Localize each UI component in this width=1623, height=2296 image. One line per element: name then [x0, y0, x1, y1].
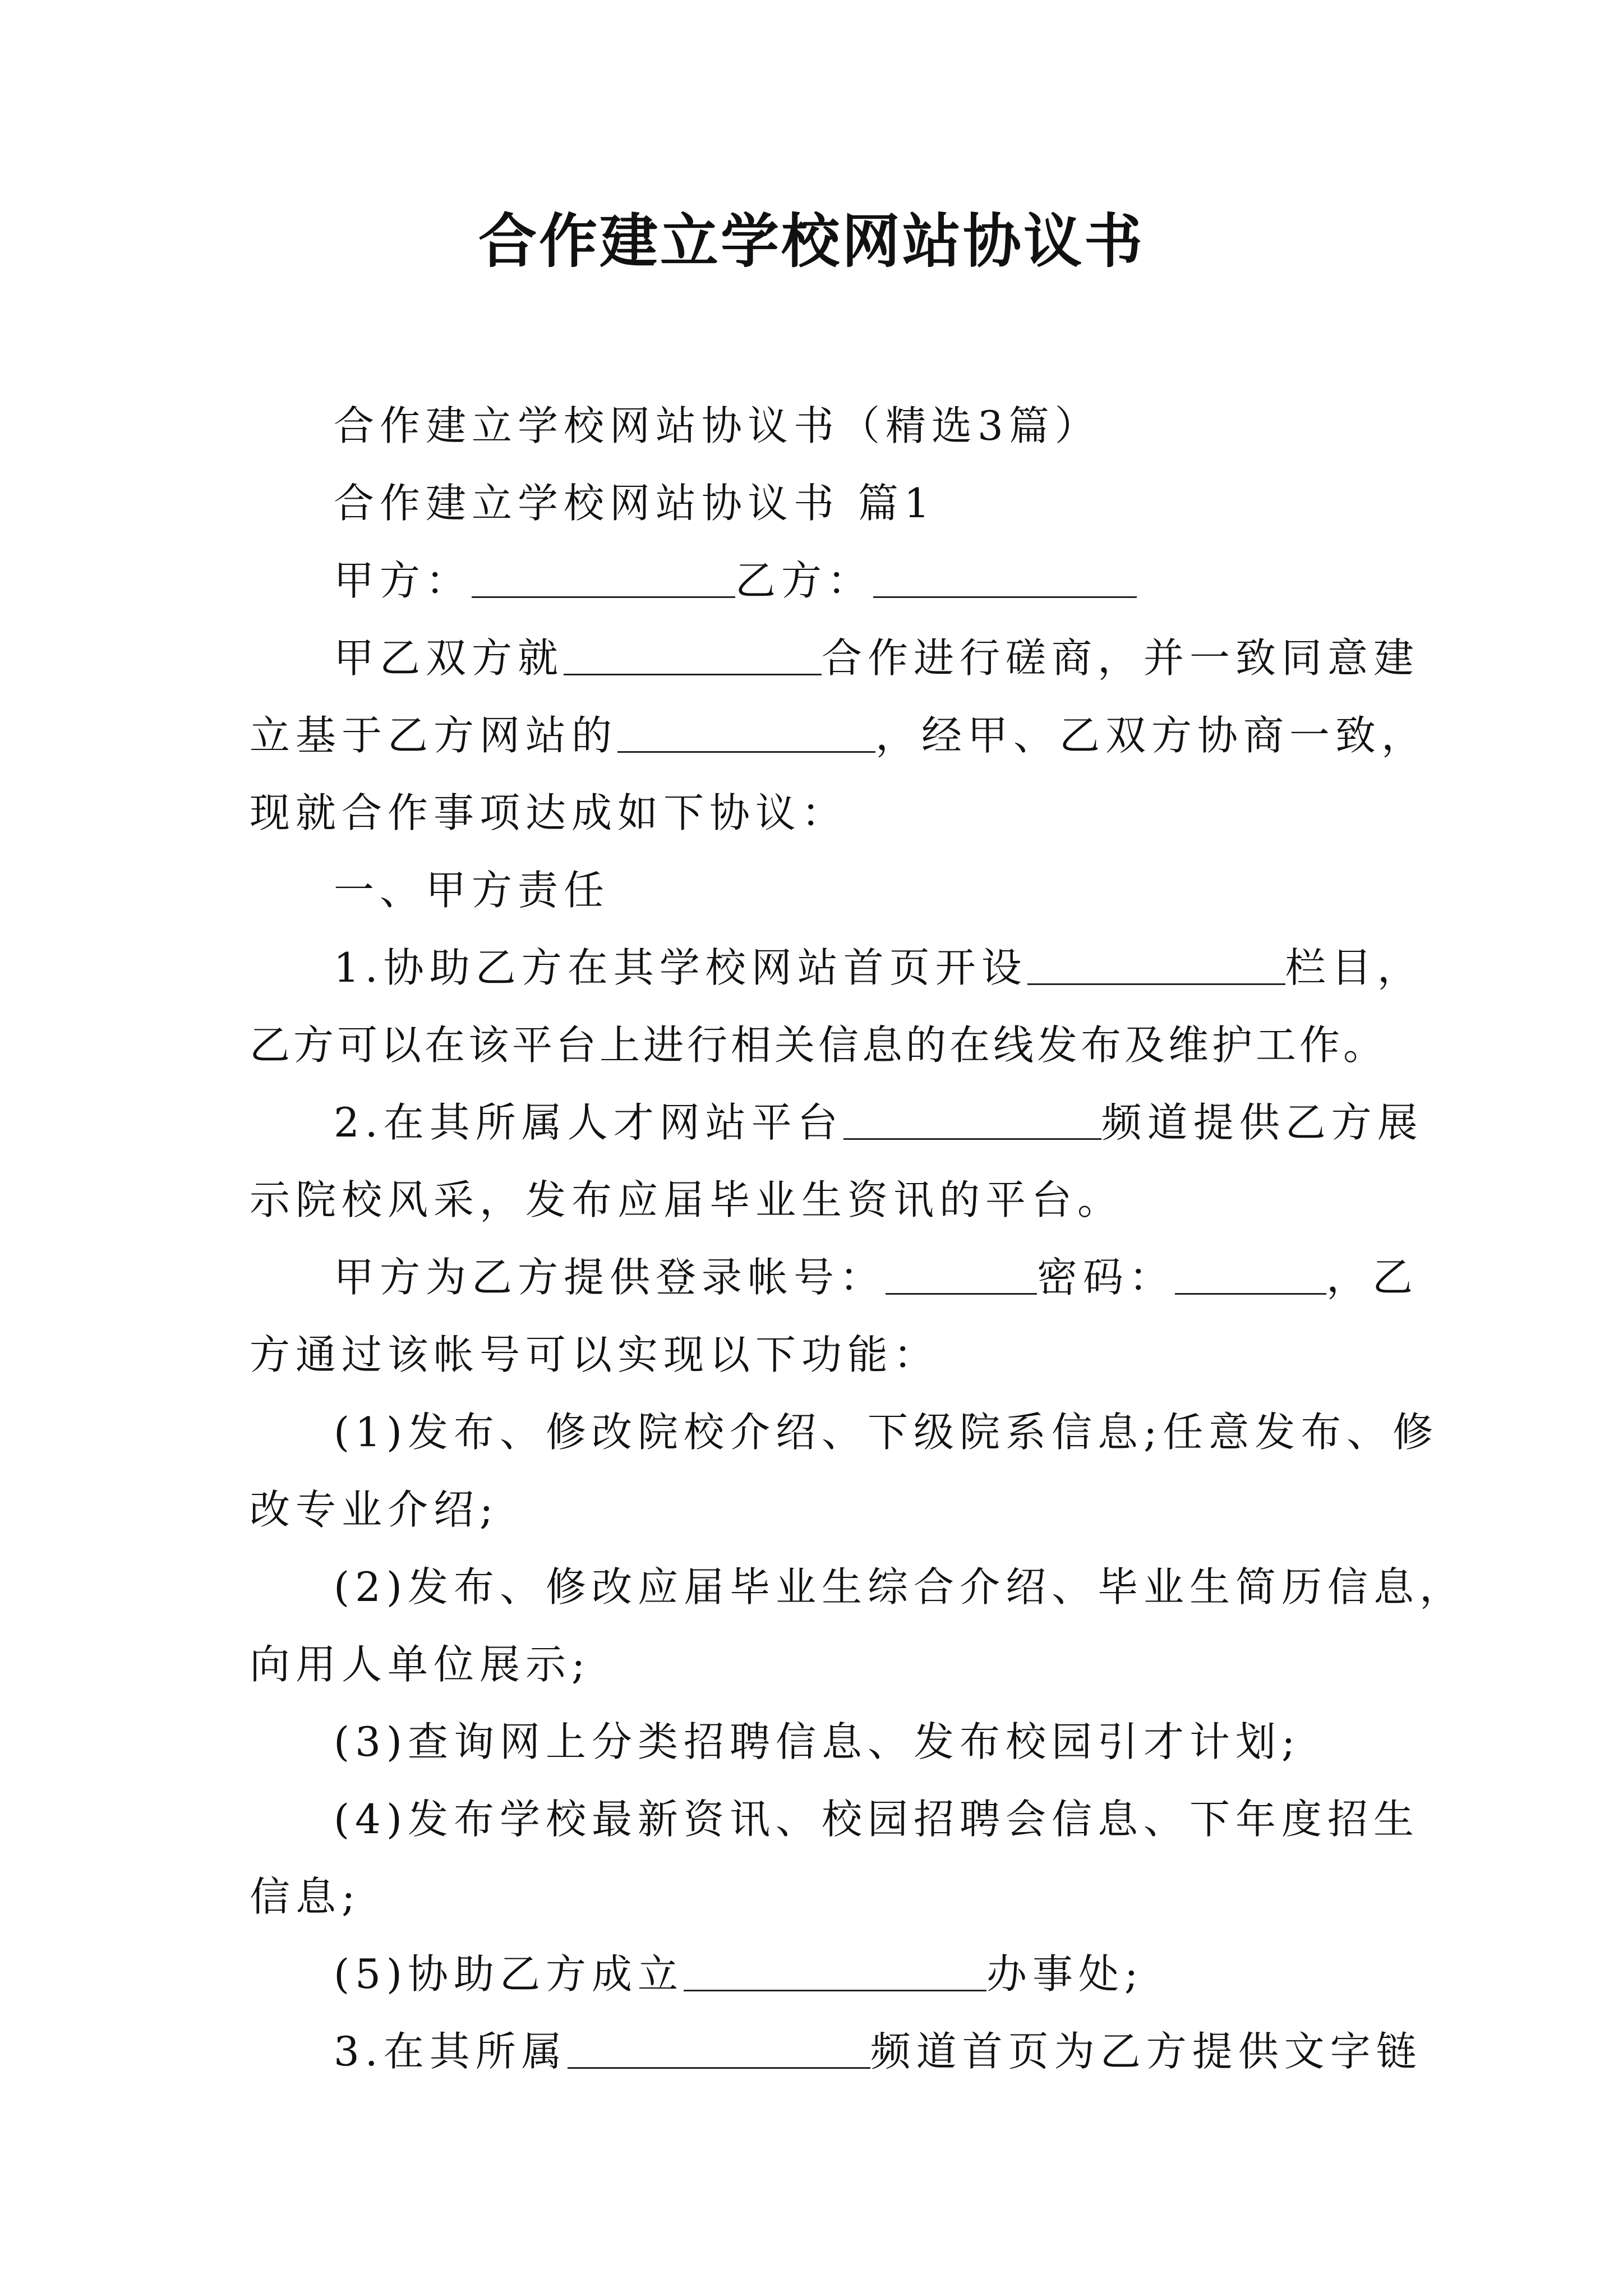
function2-line2: 向用人单位展示; — [250, 1641, 591, 1688]
item2-line2: 示院校风采，发布应届毕业生资讯的平台。 — [250, 1176, 1124, 1223]
parties-line — [250, 542, 1405, 619]
party-b-label: 乙方： — [735, 557, 874, 604]
subtitle: 合作建立学校网站协议书（精选3篇） — [334, 402, 1101, 449]
password-blank — [1175, 1254, 1326, 1295]
function2-line1: (2)发布、修改应届毕业生综合介绍、毕业生简历信息， — [334, 1563, 1465, 1611]
party-a-label: 甲方： — [334, 557, 472, 604]
item1-line1 — [250, 929, 1423, 1006]
account-line1 — [250, 1239, 1419, 1316]
text: 2.在其所属人才网站平台 — [334, 1099, 843, 1146]
blank-field — [617, 712, 875, 753]
account-blank — [886, 1254, 1037, 1295]
function5 — [250, 1935, 1405, 2013]
party-b-blank — [873, 557, 1137, 598]
document-title: 合作建立学校网站协议书 — [478, 206, 1145, 275]
function1-line2: 改专业介绍; — [250, 1486, 499, 1533]
text: 合作进行磋商，并一致同意建 — [822, 634, 1420, 682]
party-a-blank — [472, 557, 735, 598]
paragraph-intro-line2 — [250, 697, 1428, 774]
function3: (3)查询网上分类招聘信息、发布校园引才计划; — [334, 1718, 1301, 1765]
text: 立基于乙方网站的 — [250, 712, 618, 759]
account-line2: 方通过该帐号可以实现以下功能： — [250, 1331, 940, 1378]
blank-field — [564, 634, 822, 675]
text: 办事处; — [986, 1950, 1144, 1998]
blank-field — [1027, 944, 1285, 985]
blank-field — [684, 1950, 986, 1991]
item1-line2: 乙方可以在该平台上进行相关信息的在线发布及维护工作。 — [250, 1022, 1387, 1069]
item3-line1 — [250, 2013, 1422, 2090]
text: 甲乙双方就 — [334, 634, 564, 682]
function4-line1: (4)发布学校最新资讯、校园招聘会信息、下年度招生 — [334, 1796, 1419, 1843]
heading-party-a-duties: 一、甲方责任 — [334, 867, 610, 914]
paragraph-intro-line1 — [250, 619, 1420, 697]
item2-line1 — [250, 1084, 1423, 1161]
section-heading: 合作建立学校网站协议书 篇1 — [334, 480, 935, 527]
text: (5)协助乙方成立 — [334, 1950, 684, 1998]
text: 3.在其所属 — [334, 2028, 568, 2075]
blank-field — [568, 2028, 870, 2069]
text: 密码： — [1037, 1254, 1175, 1301]
text: 频道首页为乙方提供文字链 — [870, 2028, 1422, 2075]
text: 频道提供乙方展 — [1101, 1099, 1423, 1146]
text: ，乙 — [1326, 1254, 1419, 1301]
function4-line2: 信息; — [250, 1873, 361, 1920]
text: ，经甲、乙双方协商一致， — [875, 712, 1428, 759]
function1-line1: (1)发布、修改院校介绍、下级院系信息;任意发布、修 — [334, 1409, 1439, 1456]
text: 甲方为乙方提供登录帐号： — [334, 1254, 886, 1301]
text: 1.协助乙方在其学校网站首页开设 — [334, 944, 1027, 991]
text: 栏目， — [1285, 944, 1423, 991]
paragraph-intro-line3: 现就合作事项达成如下协议： — [250, 789, 848, 836]
blank-field — [843, 1099, 1101, 1140]
